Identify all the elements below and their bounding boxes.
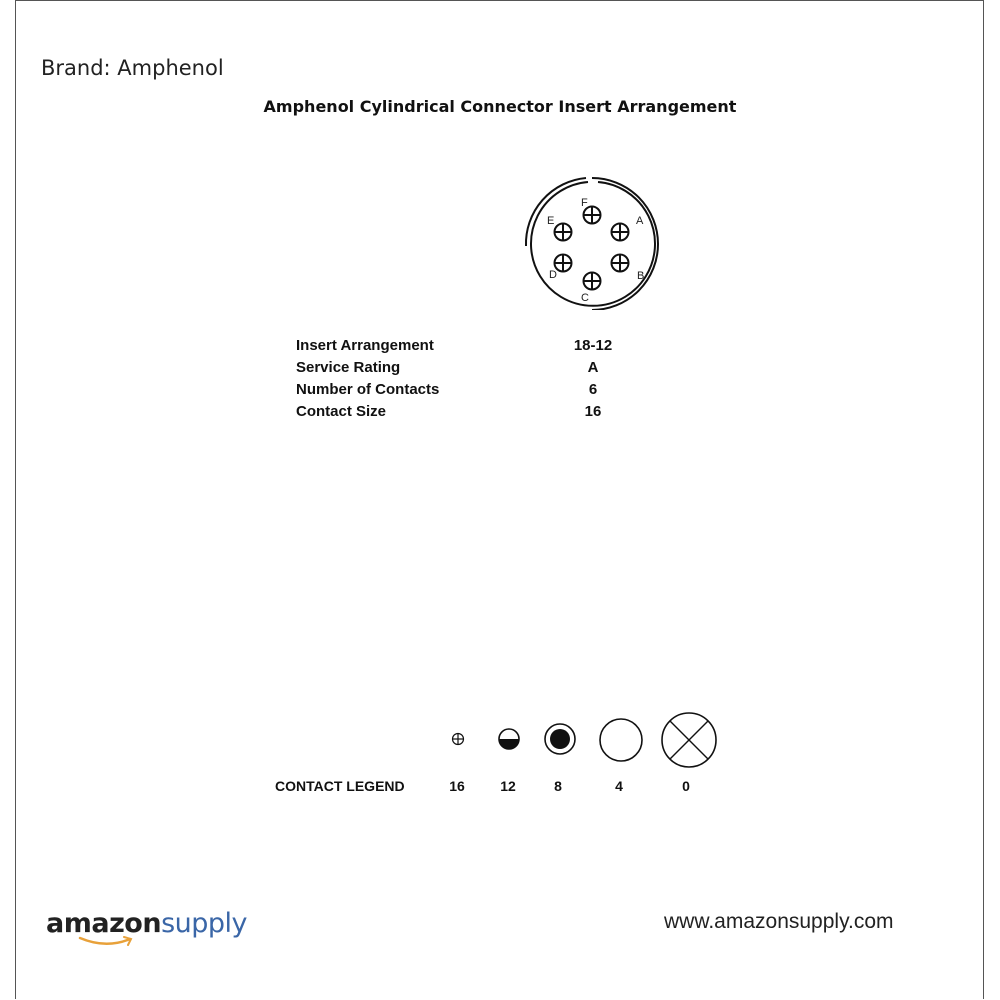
contact-d bbox=[549, 255, 572, 282]
spec-label: Insert Arrangement bbox=[296, 336, 434, 354]
legend-size-label: 4 bbox=[615, 778, 623, 794]
legend-symbol-16 bbox=[453, 734, 464, 745]
legend-size-label: 12 bbox=[500, 778, 516, 794]
legend-title: CONTACT LEGEND bbox=[275, 778, 405, 794]
amazonsupply-logo: amazonsupply bbox=[46, 908, 247, 939]
page-frame bbox=[15, 0, 984, 999]
spec-label: Contact Size bbox=[296, 402, 387, 420]
legend-size-label: 8 bbox=[554, 778, 562, 794]
contact-f bbox=[581, 197, 601, 224]
legend-size-label: 16 bbox=[449, 778, 465, 794]
contact-a bbox=[612, 215, 645, 241]
website-url: www.amazonsupply.com bbox=[664, 910, 894, 933]
legend-symbol-12 bbox=[499, 729, 519, 749]
connector-outer-arc bbox=[592, 178, 658, 310]
spec-value: 6 bbox=[588, 380, 598, 398]
spec-table bbox=[296, 334, 650, 422]
amazon-smile-icon bbox=[78, 935, 138, 949]
contact-label: A bbox=[636, 215, 644, 227]
contact-label: F bbox=[581, 197, 588, 209]
spec-label: Number of Contacts bbox=[296, 380, 440, 398]
legend-symbol-8 bbox=[545, 724, 575, 754]
contact-e bbox=[547, 215, 572, 241]
spec-value: A bbox=[587, 358, 599, 376]
contact-c bbox=[581, 273, 601, 305]
contact-label: E bbox=[547, 215, 555, 227]
spec-label: Service Rating bbox=[296, 358, 401, 376]
spec-value: 16 bbox=[584, 402, 602, 420]
spec-row bbox=[296, 356, 650, 378]
contact-label: B bbox=[637, 270, 645, 282]
contact-group bbox=[547, 197, 644, 304]
diagram-title: Amphenol Cylindrical Connector Insert Arrangement bbox=[263, 97, 737, 116]
legend-symbol-4 bbox=[600, 719, 642, 761]
spec-row bbox=[296, 378, 650, 400]
contact-legend-symbols bbox=[430, 705, 730, 775]
spec-row bbox=[296, 334, 650, 356]
contact-label: C bbox=[581, 292, 589, 304]
spec-row bbox=[296, 400, 650, 422]
legend-symbol-0 bbox=[662, 713, 716, 767]
legend-size-label: 0 bbox=[682, 778, 690, 794]
spec-value: 18-12 bbox=[573, 336, 613, 354]
connector-face-diagram bbox=[510, 170, 670, 310]
contact-b bbox=[612, 255, 645, 283]
brand-line: Brand: Amphenol bbox=[41, 56, 224, 80]
contact-label: D bbox=[549, 269, 557, 281]
